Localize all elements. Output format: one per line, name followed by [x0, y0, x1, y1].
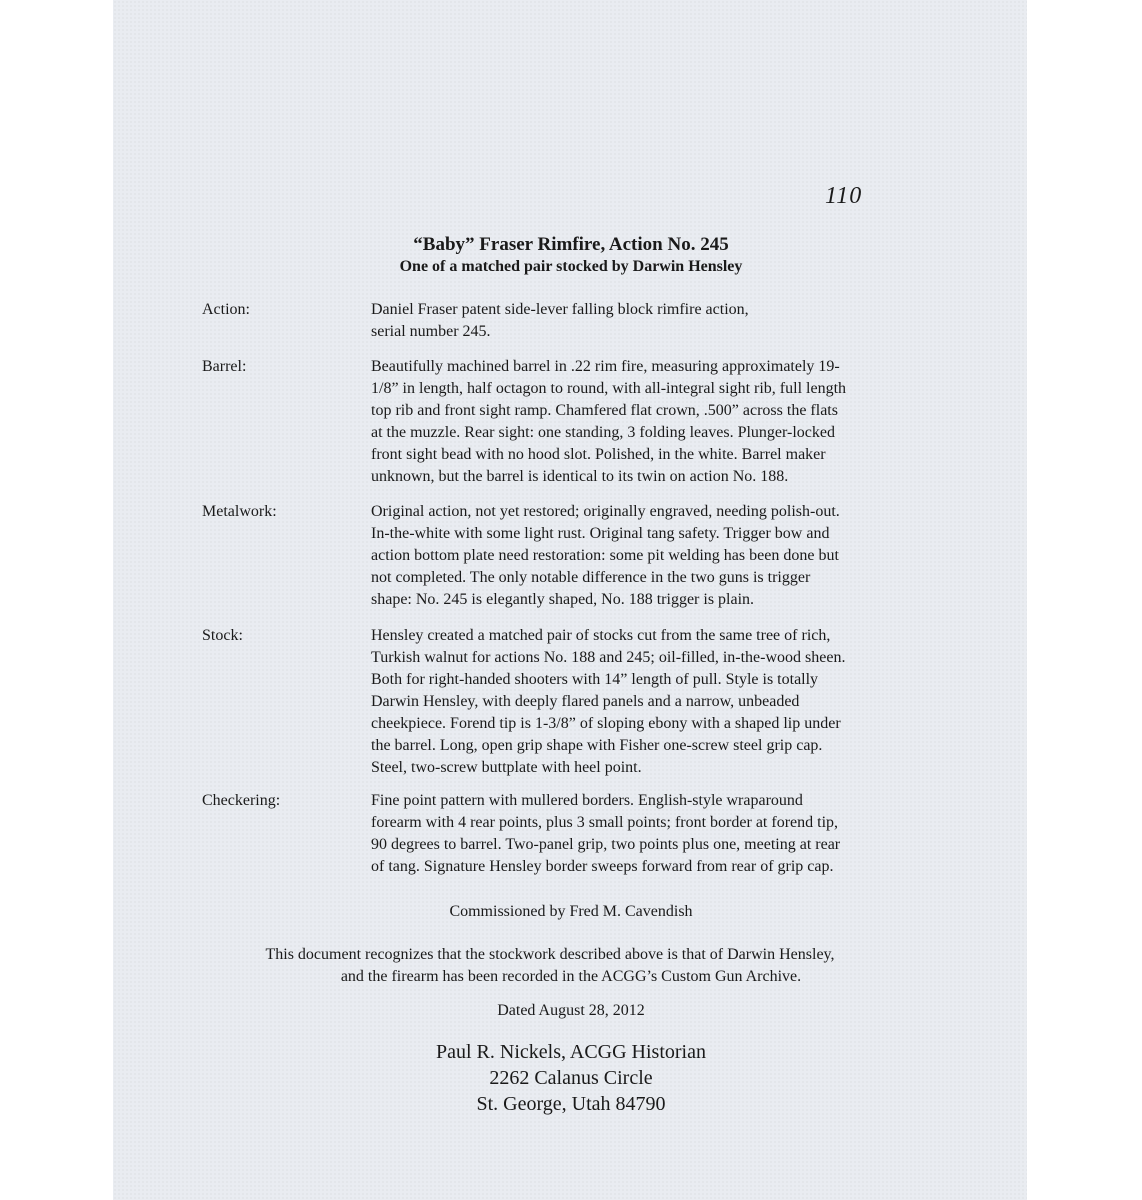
- body-line: of tang. Signature Hensley border sweeps forward from rear of grip cap.: [371, 858, 834, 875]
- section-body: [371, 625, 941, 779]
- body-line: Original action, not yet restored; originally engraved, needing polish-out.: [371, 503, 840, 520]
- body-line: not completed. The only notable difference in the two guns is trigger: [371, 569, 811, 586]
- section-body: [371, 790, 941, 878]
- recognition-line-2: and the firearm has been recorded in the ACGG’s Custom Gun Archive.: [340, 968, 802, 985]
- body-line: serial number 245.: [371, 323, 491, 340]
- section-label: Action:: [202, 301, 250, 318]
- body-line: Steel, two-screw buttplate with heel point.: [371, 759, 642, 776]
- date-line: Dated August 28, 2012: [497, 1002, 645, 1019]
- body-line: Beautifully machined barrel in .22 rim fire, measuring approximately 19-: [371, 358, 840, 375]
- section-label: Checkering:: [202, 792, 281, 809]
- recognition-line-1: This document recognizes that the stockwork described above is that of Darwin Hensley,: [265, 946, 835, 963]
- page-number: 110: [825, 183, 863, 209]
- body-line: 1/8” in length, half octagon to round, with all-integral sight rib, full length: [371, 380, 847, 397]
- signer-city: St. George, Utah 84790: [476, 1093, 666, 1115]
- title-line-1: “Baby” Fraser Rimfire, Action No. 245: [413, 234, 729, 255]
- body-line: Hensley created a matched pair of stocks cut from the same tree of rich,: [371, 627, 831, 644]
- body-line: Fine point pattern with mullered borders. English-style wraparound: [371, 792, 803, 809]
- body-line: In-the-white with some light rust. Original tang safety. Trigger bow and: [371, 525, 830, 542]
- signer-name: Paul R. Nickels, ACGG Historian: [436, 1041, 706, 1063]
- document-title: [0, 234, 1142, 278]
- section-label: Stock:: [202, 627, 243, 644]
- body-line: shape: No. 245 is elegantly shaped, No. 188 trigger is plain.: [371, 591, 755, 608]
- signature-block: [0, 1039, 1142, 1117]
- title-line-2: One of a matched pair stocked by Darwin Hensley: [399, 258, 743, 275]
- section-body: [371, 356, 941, 488]
- body-line: action bottom plate need restoration: some pit welding has been done but: [371, 547, 839, 564]
- section-body: [371, 299, 941, 343]
- body-line: the barrel. Long, open grip shape with Fisher one-screw steel grip cap.: [371, 737, 823, 754]
- body-line: 90 degrees to barrel. Two-panel grip, two points plus one, meeting at rear: [371, 836, 841, 853]
- section-body: [371, 501, 941, 611]
- commissioned-line: Commissioned by Fred M. Cavendish: [449, 903, 693, 920]
- body-line: Darwin Hensley, with deeply flared panels and a narrow, unbeaded: [371, 693, 800, 710]
- body-line: Turkish walnut for actions No. 188 and 245; oil-filled, in-the-wood sheen.: [371, 649, 846, 666]
- section-label: Metalwork:: [202, 503, 277, 520]
- section-label: Barrel:: [202, 358, 247, 375]
- body-line: cheekpiece. Forend tip is 1-3/8” of sloping ebony with a shaped lip under: [371, 715, 841, 732]
- body-line: at the muzzle. Rear sight: one standing, 3 folding leaves. Plunger-locked: [371, 424, 835, 441]
- recognition-statement: [0, 944, 1142, 988]
- body-line: forearm with 4 rear points, plus 3 small points; front border at forend tip,: [371, 814, 839, 831]
- body-line: front sight bead with no hood slot. Polished, in the white. Barrel maker: [371, 446, 826, 463]
- signer-street: 2262 Calanus Circle: [489, 1067, 653, 1089]
- body-line: unknown, but the barrel is identical to its twin on action No. 188.: [371, 468, 789, 485]
- body-line: Both for right-handed shooters with 14” length of pull. Style is totally: [371, 671, 819, 688]
- body-line: Daniel Fraser patent side-lever falling block rimfire action,: [371, 301, 749, 318]
- body-line: top rib and front sight ramp. Chamfered flat crown, .500” across the flats: [371, 402, 838, 419]
